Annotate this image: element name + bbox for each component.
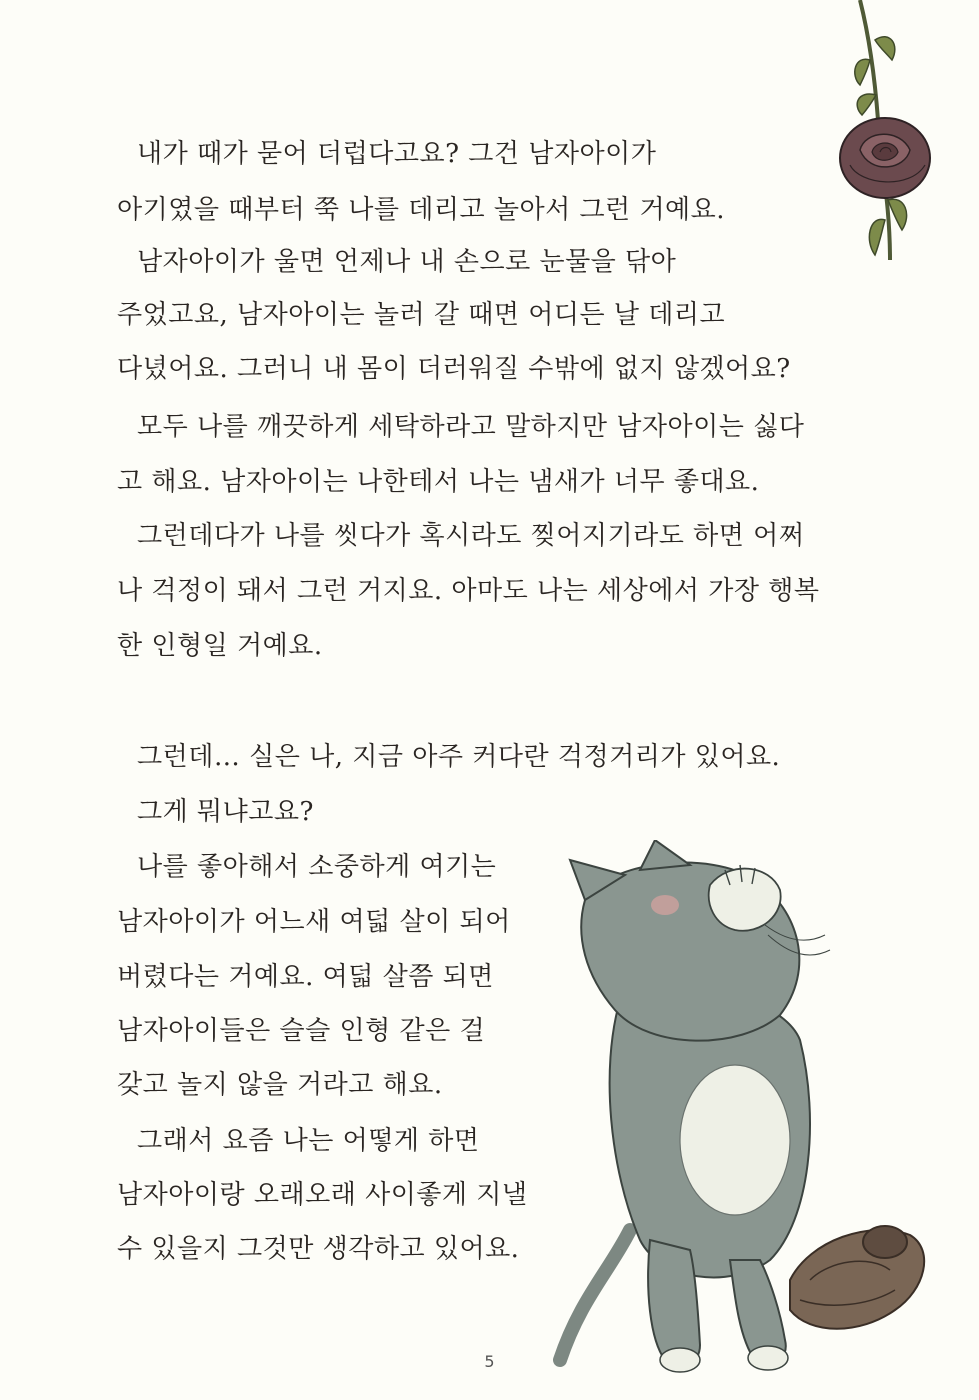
text-line: 남자아이랑 오래오래 사이좋게 지낼 bbox=[117, 1180, 528, 1210]
text-line: 그런데다가 나를 씻다가 혹시라도 찢어지기라도 하면 어쩌 bbox=[137, 521, 805, 551]
text-line: 남자아이가 어느새 여덟 살이 되어 bbox=[117, 907, 511, 937]
text-line: 주었고요, 남자아이는 놀러 갈 때면 어디든 날 데리고 bbox=[117, 300, 726, 330]
text-line: 내가 때가 묻어 더럽다고요? 그건 남자아이가 bbox=[137, 139, 657, 169]
text-line: 수 있을지 그것만 생각하고 있어요. bbox=[117, 1234, 520, 1264]
text-line: 나를 좋아해서 소중하게 여기는 bbox=[137, 852, 497, 882]
text-line: 모두 나를 깨끗하게 세탁하라고 말하지만 남자아이는 싫다 bbox=[137, 412, 805, 442]
text-line: 그런데… 실은 나, 지금 아주 커다란 걱정거리가 있어요. bbox=[137, 742, 781, 772]
cat-doll-illustration bbox=[540, 840, 960, 1400]
text-line: 남자아이가 울면 언제나 내 손으로 눈물을 닦아 bbox=[137, 247, 677, 277]
text-line: 다녔어요. 그러니 내 몸이 더러워질 수밖에 없지 않겠어요? bbox=[117, 354, 791, 384]
text-line: 고 해요. 남자아이는 나한테서 나는 냄새가 너무 좋대요. bbox=[117, 467, 760, 497]
text-line: 아기였을 때부터 쭉 나를 데리고 놀아서 그런 거예요. bbox=[117, 195, 726, 225]
text-line: 버렸다는 거예요. 여덟 살쯤 되면 bbox=[117, 962, 494, 992]
text-line: 갖고 놀지 않을 거라고 해요. bbox=[117, 1070, 443, 1100]
rose-illustration bbox=[830, 0, 950, 280]
text-line: 그래서 요즘 나는 어떻게 하면 bbox=[137, 1126, 480, 1156]
text-line: 한 인형일 거예요. bbox=[117, 631, 323, 661]
text-line: 그게 뭐냐고요? bbox=[137, 797, 314, 827]
page-number: 5 bbox=[484, 1352, 495, 1371]
text-line: 나 걱정이 돼서 그런 거지요. 아마도 나는 세상에서 가장 행복 bbox=[117, 576, 820, 606]
text-line: 남자아이들은 슬슬 인형 같은 걸 bbox=[117, 1016, 486, 1046]
